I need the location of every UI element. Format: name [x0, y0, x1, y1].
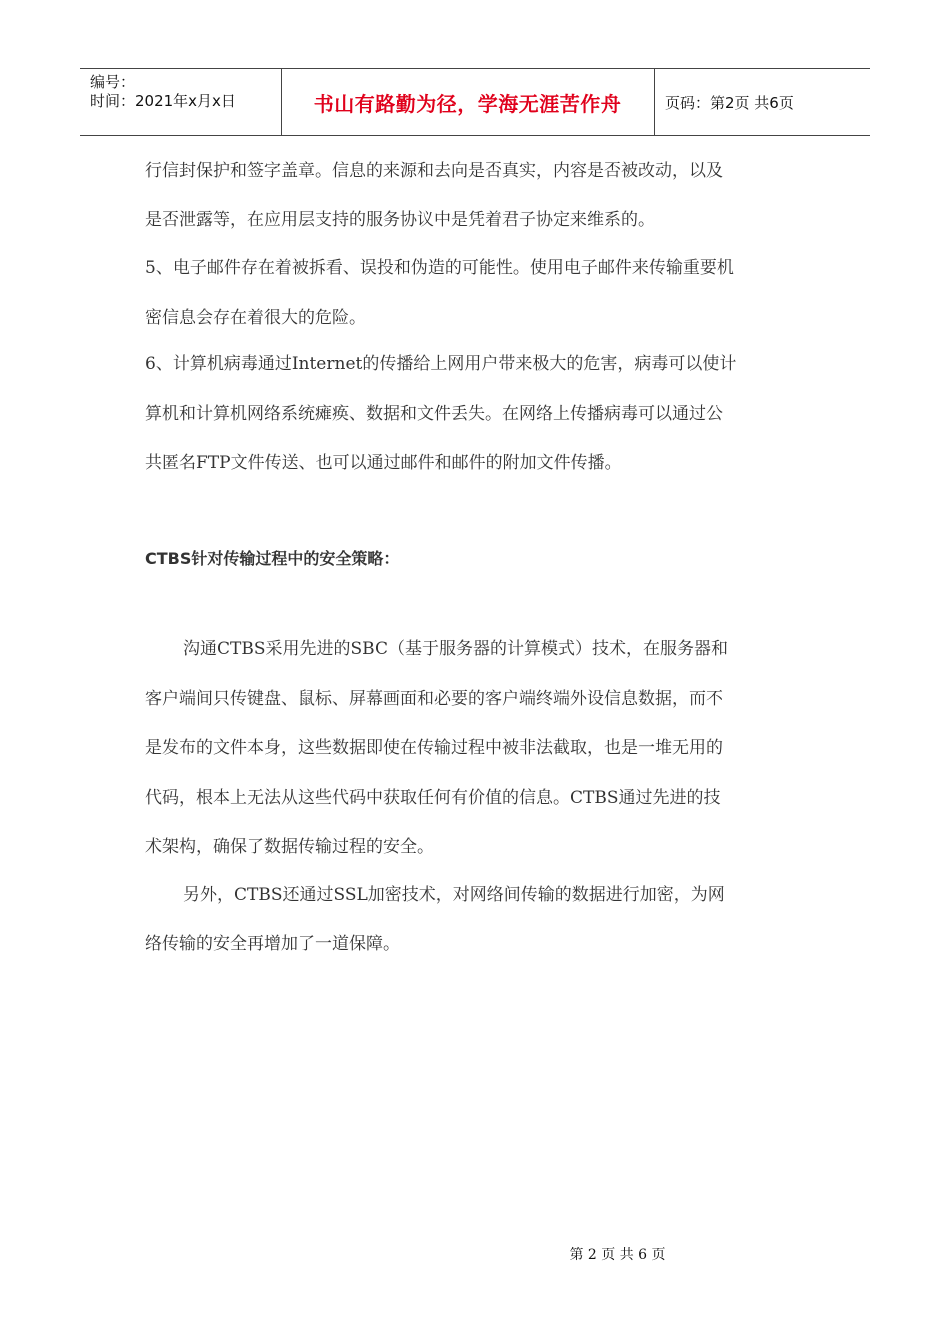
page-footer: 第 2 页 共 6 页 — [569, 1247, 666, 1263]
section-heading: CTBS针对传输过程中的安全策略： — [145, 549, 400, 568]
paragraph-line: 是否泄露等，在应用层支持的服务协议中是凭着君子协定来维系的。 — [145, 210, 655, 230]
paragraph-line: 6、计算机病毒通过Internet的传播给上网用户带来极大的危害，病毒可以使计 — [145, 354, 737, 374]
paragraph-line: 沟通CTBS采用先进的SBC（基于服务器的计算模式）技术，在服务器和 — [183, 639, 728, 659]
header-motto: 书山有路勤为径，学海无涯苦作舟 — [281, 69, 655, 135]
page-header — [80, 68, 870, 136]
paragraph-line: 5、电子邮件存在着被拆看、误投和伪造的可能性。使用电子邮件来传输重要机 — [145, 258, 734, 278]
paragraph-line: 客户端间只传键盘、鼠标、屏幕画面和必要的客户端终端外设信息数据，而不 — [145, 689, 723, 709]
paragraph-line: 是发布的文件本身，这些数据即使在传输过程中被非法截取，也是一堆无用的 — [145, 738, 723, 758]
paragraph-line: 另外，CTBS还通过SSL加密技术，对网络间传输的数据进行加密，为网 — [183, 885, 725, 905]
paragraph-line: 术架构，确保了数据传输过程的安全。 — [145, 837, 434, 857]
paragraph-line: 代码，根本上无法从这些代码中获取任何有价值的信息。CTBS通过先进的技 — [145, 788, 721, 808]
paragraph-line: 共匿名FTP文件传送、也可以通过邮件和邮件的附加文件传播。 — [145, 453, 622, 473]
number-label: 编号： — [90, 73, 136, 91]
header-page-info: 页码：第2页 共6页 — [665, 93, 794, 112]
paragraph-line: 络传输的安全再增加了一道保障。 — [145, 934, 400, 954]
paragraph-line: 算机和计算机网络系统瘫痪、数据和文件丢失。在网络上传播病毒可以通过公 — [145, 404, 723, 424]
header-meta — [80, 69, 282, 135]
paragraph-line: 行信封保护和签字盖章。信息的来源和去向是否真实，内容是否被改动，以及 — [145, 161, 723, 181]
paragraph-line: 密信息会存在着很大的危险。 — [145, 308, 366, 328]
time-label: 时间：2021年x月x日 — [90, 92, 236, 110]
